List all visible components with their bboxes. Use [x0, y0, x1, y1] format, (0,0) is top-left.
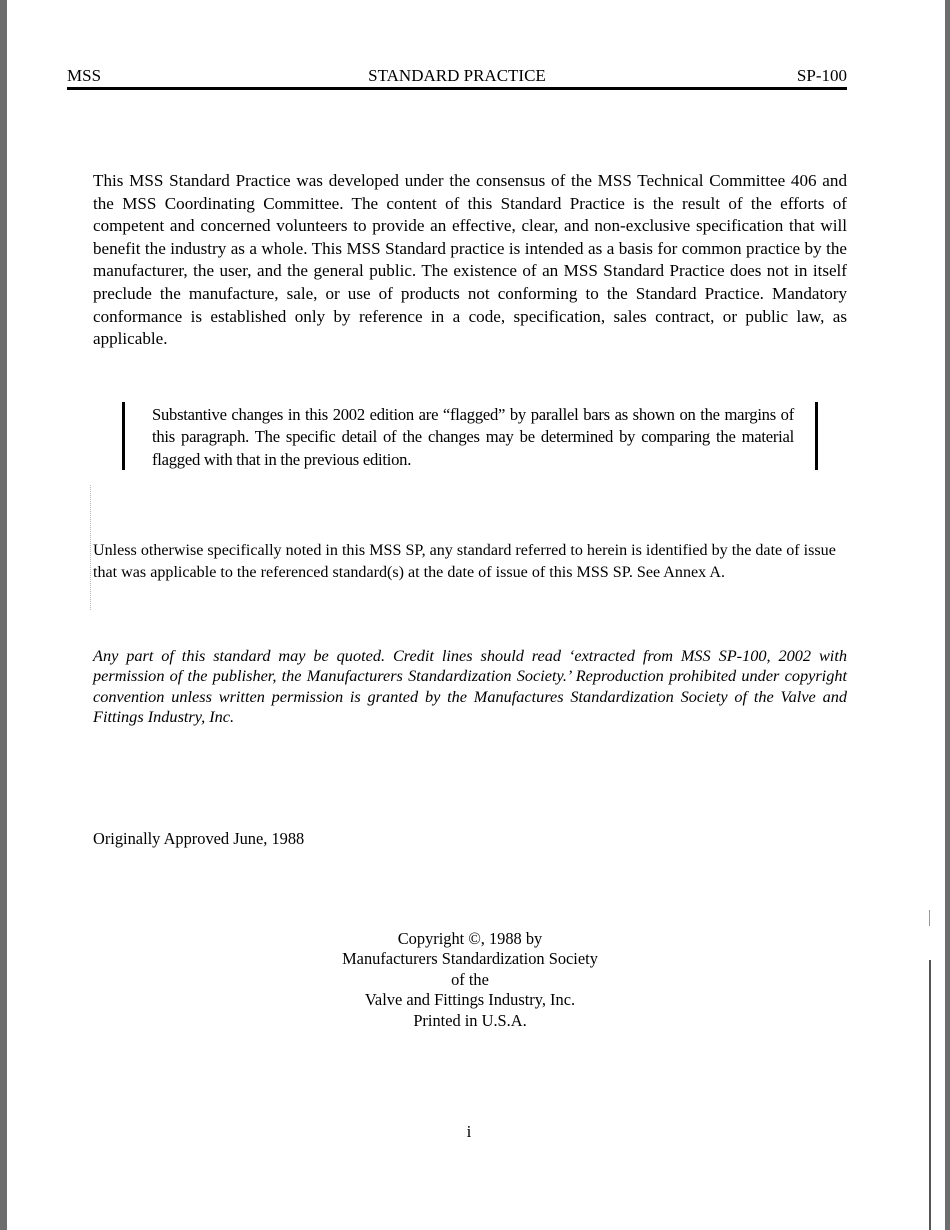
change-bar-right	[815, 402, 818, 470]
header-rule	[67, 87, 847, 90]
intro-paragraph: This MSS Standard Practice was developed under the consensus of the MSS Technical Committee 406 and the MSS Coordinating Committee. The content of this Standard Practice is the result of the efforts of competent and concerned volunteers to provide an effective, clear, and non-exclusive specification that will benefit the industry as a whole. This MSS Standard practice is intended as a basis for common practice by the manufacturer, the user, and the general public. The existence of an MSS Standard Practice does not in itself preclude the manufacture, sale, or use of products not conforming to the Standard Practice. Mandatory conformance is established only by reference in a code, specification, sales contract, or public law, as applicable.	[93, 171, 847, 349]
scan-border-right	[945, 0, 950, 1230]
header-title: STANDARD PRACTICE	[368, 66, 546, 85]
copyright-line: Manufacturers Standardization Society	[342, 949, 598, 969]
page-number: i	[466, 1122, 472, 1141]
approval-date: Originally Approved June, 1988	[93, 829, 305, 848]
header-doc-number: SP-100	[796, 66, 847, 85]
reference-note: Unless otherwise specifically noted in this MSS SP, any standard referred to herein is identified by the date of issue that was applicable to the referenced standard(s) at the date of issue of this MSS SP. See Annex A.	[93, 542, 836, 581]
copyright-line: Valve and Fittings Industry, Inc.	[364, 990, 576, 1010]
flagged-note: Substantive changes in this 2002 edition are “flagged” by parallel bars as shown on the margins of this paragraph. The specific detail of the changes may be determined by comparing the material flagged with that in the previous edition.	[152, 405, 794, 469]
scan-artifact-mark	[929, 910, 930, 926]
scan-border-left	[0, 0, 7, 1230]
scan-artifact-line	[929, 960, 931, 1230]
quote-permission-note: Any part of this standard may be quoted. Credit lines should read ‘extracted from MSS SP-100, 2002 with permission of the publisher, the Manufacturers Standardization Society.’ Reproduction prohibited under copyright convention unless written permission is granted by the Manufactures Standardization Society of the Valve and Fittings Industry, Inc.	[93, 646, 847, 726]
copyright-line: of the	[451, 969, 489, 989]
change-bar-left	[122, 402, 125, 470]
scan-artifact-dots	[90, 485, 92, 610]
copyright-block	[320, 929, 620, 1031]
copyright-line: Printed in U.S.A.	[413, 1010, 527, 1030]
header-org: MSS	[67, 66, 102, 85]
copyright-line: Copyright ©, 1988 by	[397, 929, 543, 948]
page-header	[67, 66, 847, 88]
